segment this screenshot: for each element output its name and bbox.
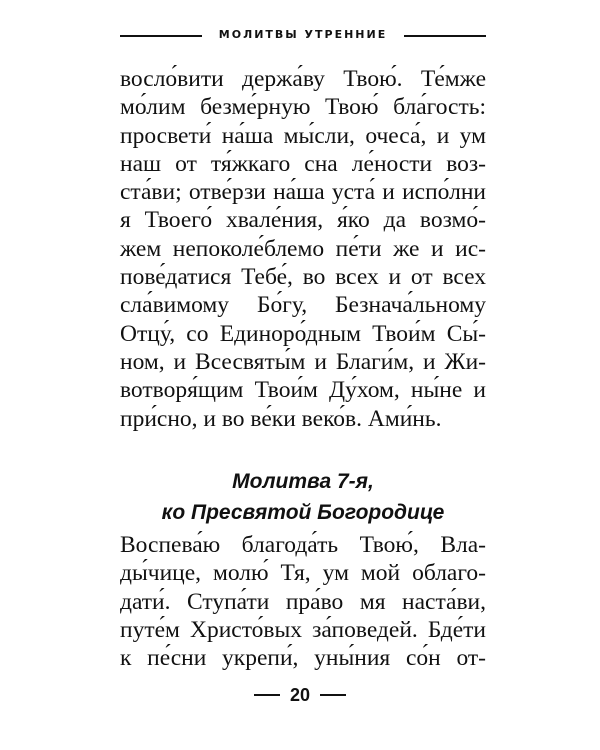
text-line: наш от тя́жкаго сна ле́ности воз-	[120, 150, 486, 177]
text-line: сла́вимому Бо́гу, Безнача́льному	[120, 292, 486, 319]
text-line: восло́вити держа́ву Твою́. Те́мже	[120, 66, 486, 92]
running-header	[120, 26, 486, 46]
text-line: просвети́ на́ша мы́сли, очеса́, и ум	[120, 122, 486, 149]
text-line: я Твоего́ хвале́ния, я́ко да возмо́-	[120, 207, 486, 234]
header-rule-right	[404, 35, 486, 37]
text-line: пове́датися Тебе́, во всех и от всех	[120, 264, 486, 291]
text-line: ном, и Всесвяты́м и Благи́м, и Жи-	[120, 348, 486, 375]
text-line: Воспева́ю благода́ть Твою́, Вла-	[120, 532, 486, 558]
header-title: МОЛИТВЫ УТРЕННИЕ	[218, 28, 388, 41]
text-line: ды́чице, молю́ Тя, ум мой облаго-	[120, 560, 486, 587]
page-number: 20	[289, 685, 311, 705]
text-line: Отцу́, со Единоро́дным Твои́м Сы́-	[120, 320, 486, 347]
paragraph-1	[120, 65, 486, 433]
footer-dash-right	[320, 694, 346, 696]
paragraph-2	[120, 531, 486, 672]
text-line: дати́. Ступа́ти пра́во мя наста́ви,	[120, 588, 486, 615]
text-line: вотворя́щим Твои́м Ду́хом, ны́не и	[120, 377, 486, 404]
text-line: при́сно, и во ве́ки веко́в. Ами́нь.	[120, 405, 442, 432]
text-line: к пе́сни укрепи́, уны́ния со́н от-	[120, 645, 486, 672]
text-line: ста́ви; отве́рзи на́ша уста́ и испо́лни	[120, 179, 486, 206]
prayer-heading-title: Молитва 7-я,	[232, 470, 374, 493]
text-line: мо́лим безме́рную Твою́ бла́гость:	[120, 94, 486, 121]
text-line: жем непоколе́блемо пе́ти же и ис-	[120, 235, 486, 262]
page-footer	[254, 683, 346, 707]
prayer-heading-subtitle: ко Пресвятой Богородице	[161, 501, 445, 524]
text-line: путе́м Христо́вых за́поведей. Бде́ти	[120, 616, 486, 643]
